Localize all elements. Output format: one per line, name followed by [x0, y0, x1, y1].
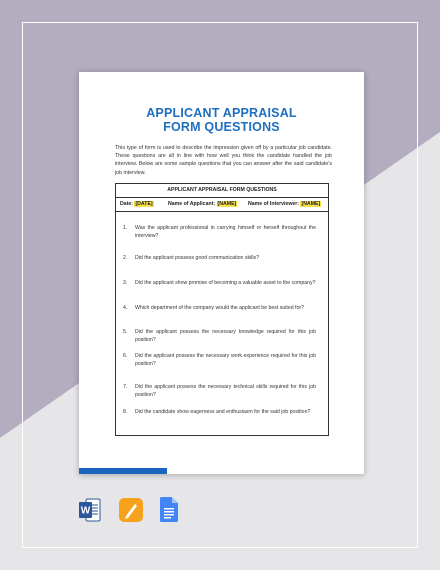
- applicant-placeholder: [NAME]: [217, 201, 237, 207]
- question-text: Did the applicant possess the necessary technical skills required for this job position?: [135, 384, 316, 398]
- question-item: [123, 329, 316, 345]
- question-number: 4.: [123, 305, 128, 311]
- question-item: [123, 255, 316, 263]
- date-label: Date:: [120, 201, 133, 207]
- question-text: Did the applicant possess the necessary work experience required for this job position?: [135, 353, 316, 367]
- intro-paragraph: This type of form is used to describe the impression given off by a particular job candidate. These questions are all in line with how well you think the candidate handled the job interview. Below are some sample questions that you can answer after the said candidate's job interview.: [115, 145, 332, 176]
- word-icon-letter: W: [80, 505, 91, 517]
- document-title: [79, 106, 364, 134]
- question-text: Did the applicant possess good communication skills?: [135, 255, 259, 261]
- question-item: [123, 225, 316, 241]
- question-item: [123, 280, 316, 288]
- question-text: Did the candidate show eagerness and enthusiasm for the said job position?: [135, 409, 311, 415]
- question-text: Did the applicant possess the necessary knowledge required for this job position?: [135, 329, 316, 343]
- word-icon[interactable]: [79, 497, 101, 523]
- interviewer-label: Name of Interviewer:: [248, 201, 300, 207]
- applicant-field: [168, 198, 237, 211]
- question-number: 2.: [123, 255, 128, 261]
- table-header: APPLICANT APPRAISAL FORM QUESTIONS: [116, 184, 328, 198]
- title-line-2: FORM QUESTIONS: [163, 120, 280, 134]
- date-placeholder: [DATE]: [135, 201, 153, 207]
- question-item: [123, 409, 316, 417]
- question-item: [123, 305, 316, 313]
- pages-icon[interactable]: [119, 498, 143, 522]
- interviewer-placeholder: [NAME]: [301, 201, 321, 207]
- question-item: [123, 384, 316, 400]
- title-line-1: APPLICANT APPRAISAL: [146, 106, 297, 120]
- applicant-label: Name of Applicant:: [168, 201, 216, 207]
- info-row: [116, 198, 328, 212]
- google-docs-icon[interactable]: [160, 497, 178, 522]
- document-page: [79, 72, 364, 474]
- question-text: Was the applicant professional in carrying himself or herself throughout the interview?: [135, 225, 316, 239]
- question-text: Did the applicant show promise of becoming a valuable asset to the company?: [135, 280, 316, 286]
- interviewer-field: [248, 198, 321, 211]
- question-number: 7.: [123, 384, 128, 390]
- question-number: 1.: [123, 225, 128, 231]
- question-item: [123, 353, 316, 369]
- question-number: 5.: [123, 329, 128, 335]
- question-number: 8.: [123, 409, 128, 415]
- accent-bar: [79, 468, 167, 474]
- question-number: 6.: [123, 353, 128, 359]
- question-number: 3.: [123, 280, 128, 286]
- appraisal-table: [115, 183, 329, 436]
- date-field: [120, 198, 154, 211]
- question-text: Which department of the company would the applicant be best suited for?: [135, 305, 304, 311]
